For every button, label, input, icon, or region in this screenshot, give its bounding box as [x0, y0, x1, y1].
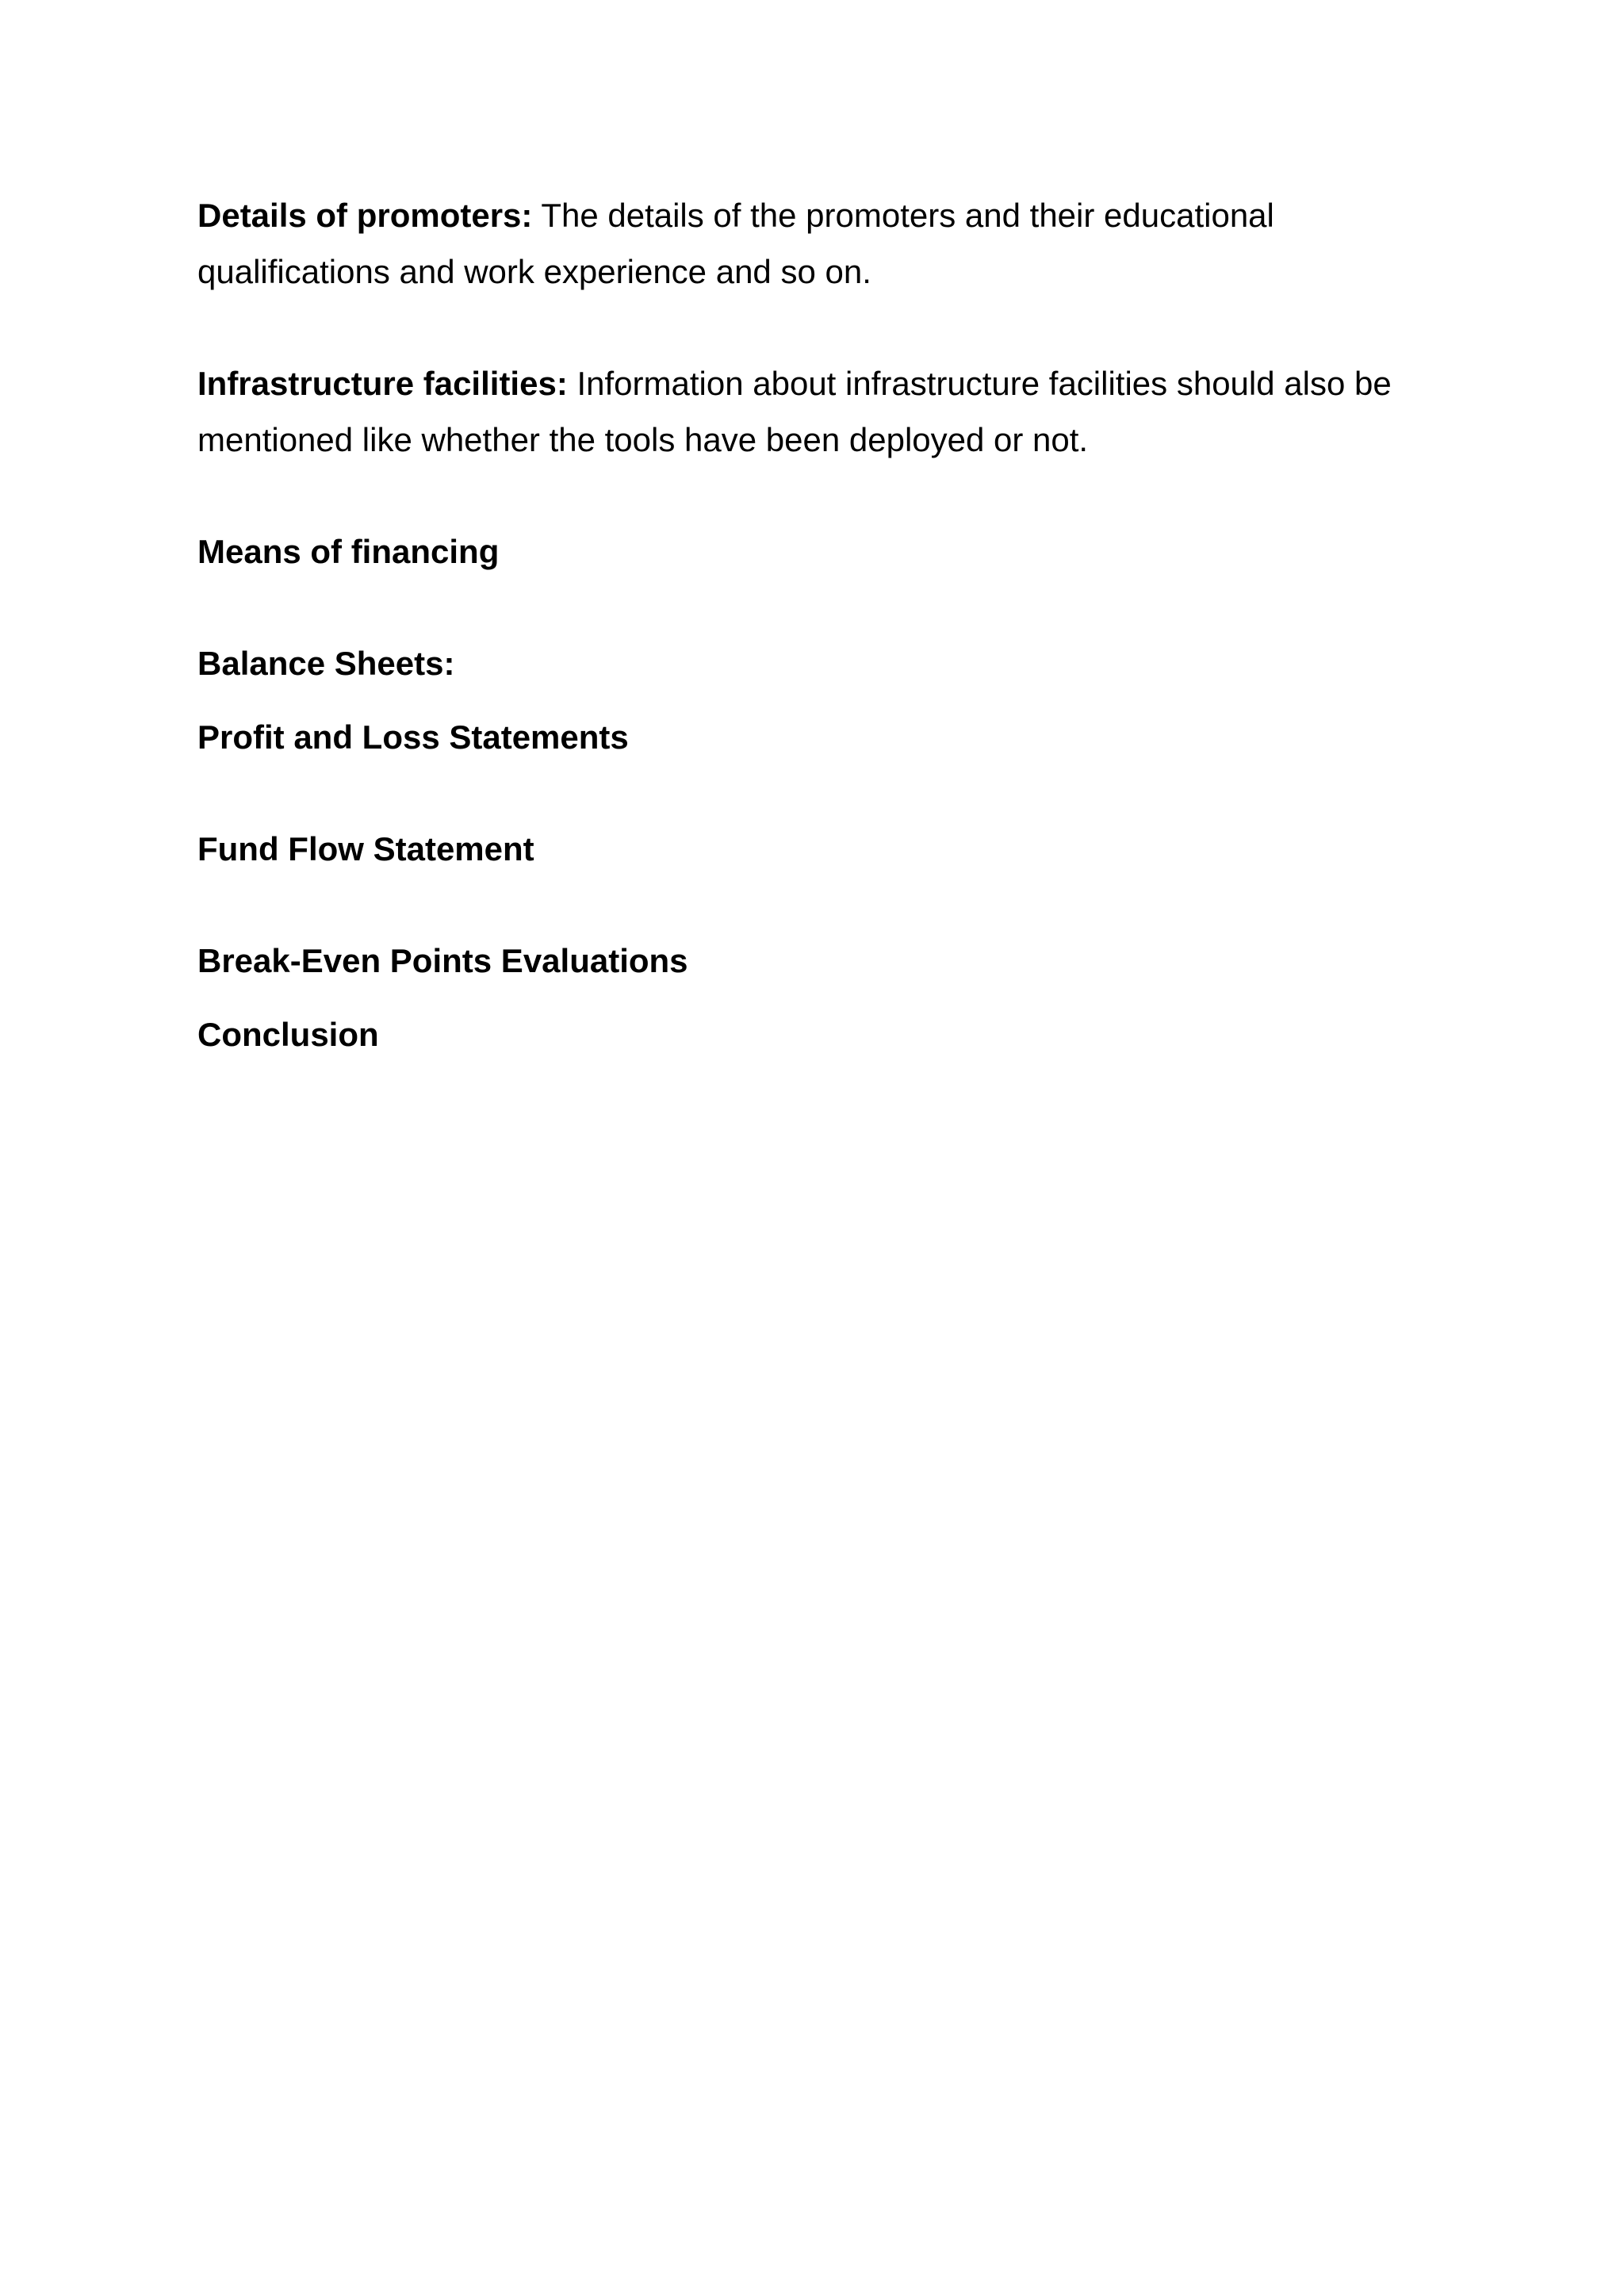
promoters-heading: Details of promoters: — [197, 197, 533, 234]
profit-and-loss-heading: Profit and Loss Statements — [197, 718, 629, 756]
infrastructure-text: Information about infrastructure facilities should also be mentioned like whether the tools have been deployed or not. — [197, 365, 1392, 458]
fund-flow-heading: Fund Flow Statement — [197, 830, 534, 867]
document-body — [197, 187, 1434, 1063]
means-of-financing-heading: Means of financing — [197, 533, 500, 570]
balance-sheets-heading: Balance Sheets: — [197, 645, 455, 682]
conclusion-heading: Conclusion — [197, 1016, 379, 1053]
promoters-paragraph — [197, 187, 1434, 300]
infrastructure-heading: Infrastructure facilities: — [197, 365, 568, 402]
infrastructure-paragraph — [197, 355, 1434, 468]
promoters-text: The details of the promoters and their educational qualifications and work experience and so on. — [197, 197, 1274, 290]
break-even-heading: Break-Even Points Evaluations — [197, 942, 688, 979]
